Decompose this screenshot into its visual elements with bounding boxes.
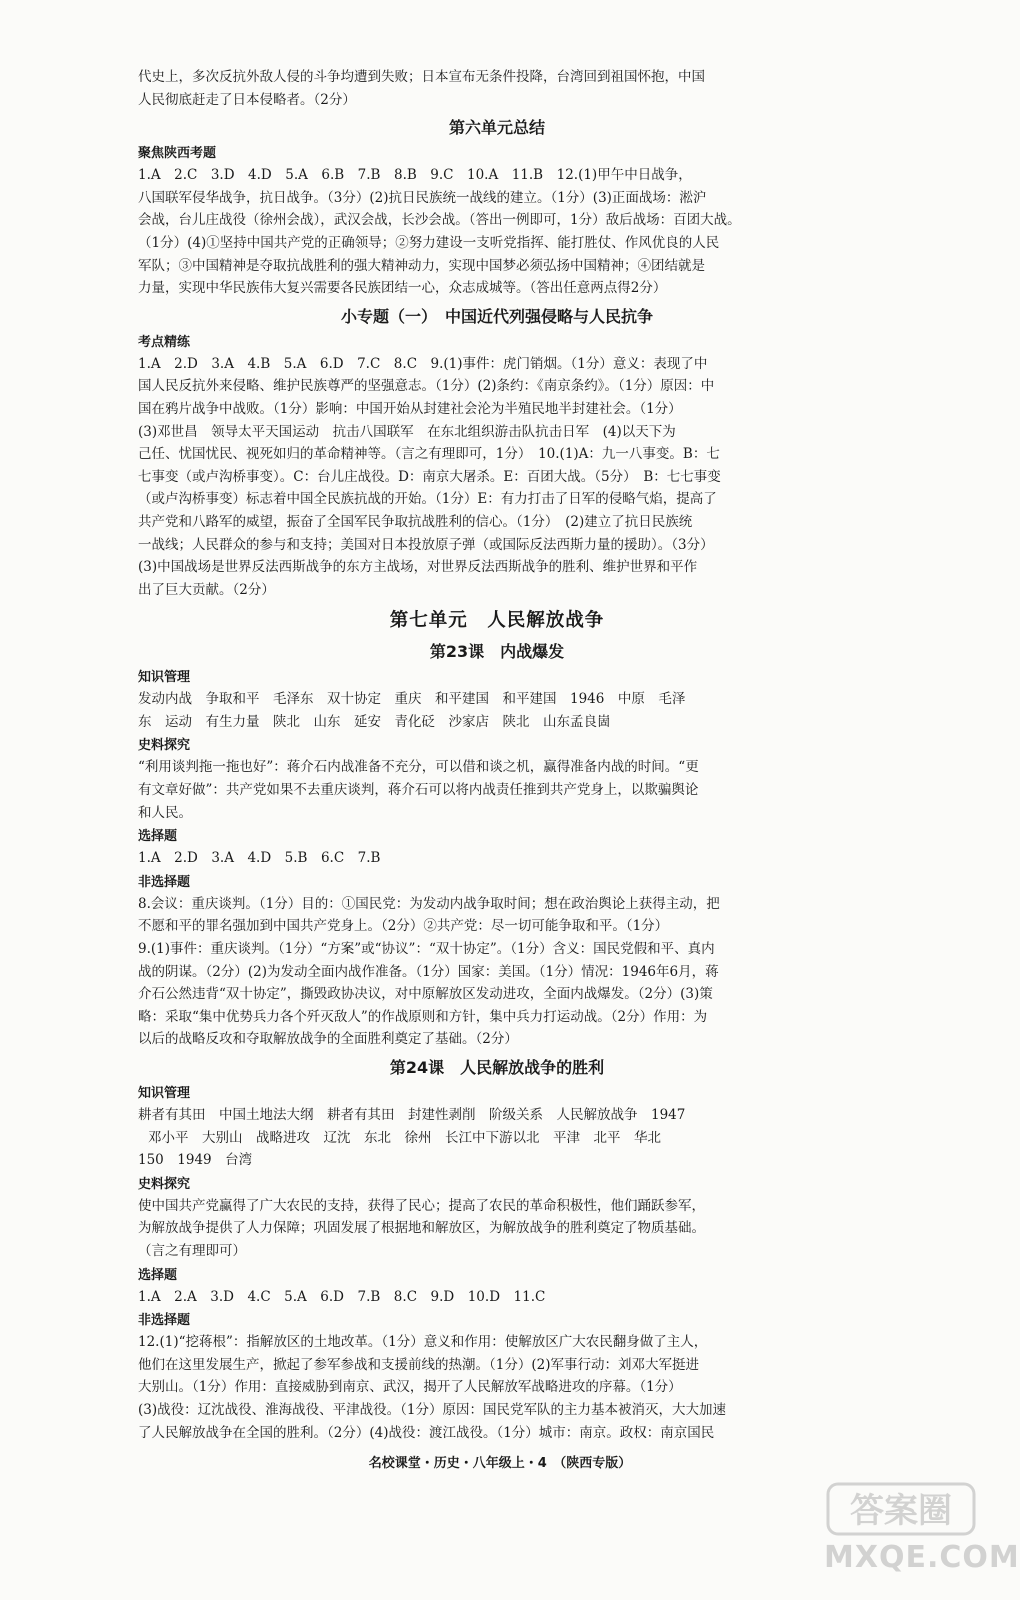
unit6-line: 八国联军侵华战争，抗日战争。（3分）(2)抗日民族统一战线的建立。（1分）(3)正面战场：淞沪 [138, 189, 707, 206]
unit6-line: （1分）(4)①坚持中国共产党的正确领导；②努力建设一支听党指挥、能打胜仗、作风优良的人民 [138, 234, 720, 251]
lesson23-history-line: 和人民。 [138, 804, 192, 821]
lesson23-nonchoice-line: 9.(1)事件：重庆谈判。（1分）“方案”或“协议”：“双十协定”。（1分）含义：国民党假和平、真内 [138, 941, 715, 958]
lesson23-choice-label: 选择题 [138, 829, 178, 845]
unit6-label: 聚焦陕西考题 [138, 146, 217, 162]
lesson23-nonchoice-label: 非选择题 [138, 874, 191, 890]
lesson24-history-line: 使中国共产党赢得了广大农民的支持，获得了民心；提高了农民的革命积极性，他们踊跃参军， [138, 1197, 705, 1214]
special1-line: 一战线；人民群众的参与和支持；美国对日本投放原子弹（或国际反法西斯力量的援助）。（3分） [138, 536, 714, 553]
lesson24-choice-label: 选择题 [138, 1267, 178, 1283]
lesson23-title: 第23课 内战爆发 [429, 642, 565, 662]
special1-title: 小专题（一） 中国近代列强侵略与人民抗争 [340, 306, 653, 326]
special1-line: 国在鸦片战争中战败。（1分）影响：中国开始从封建社会沦为半殖民地半封建社会。（1分） [138, 400, 682, 417]
lesson24-history-line: （言之有理即可） [138, 1242, 246, 1259]
lesson23-section [138, 639, 856, 1051]
lesson23-history-line: “利用谈判拖一拖也好”：蒋介石内战准备不充分，可以借和谈之机，赢得准备内战的时间。“更 [138, 759, 699, 776]
special1-line: 出了巨大贡献。（2分） [138, 581, 275, 598]
lesson24-nonchoice-line: 大别山。（1分）作用：直接威胁到南京、武汉，揭开了人民解放军战略进攻的序幕。（1分） [138, 1379, 682, 1396]
lesson23-knowledge-line: 东 运动 有生力量 陕北 山东 延安 青化砭 沙家店 陕北 山东孟良崮 [138, 713, 611, 730]
lesson24-history-line: 为解放战争提供了人力保障；巩固发展了根据地和解放区，为解放战争的胜利奠定了物质基础。 [138, 1220, 705, 1237]
special1-section [138, 304, 856, 602]
special1-line: 己任、忧国忧民、视死如归的革命精神等。（言之有理即可，1分） 10.(1)A：九一八事变。B：七 [138, 446, 720, 463]
special1-line: (3)中国战场是世界反法西斯战争的东方主战场，对世界反法西斯战争的胜利、维护世界和平作 [138, 559, 698, 576]
lesson23-nonchoice-line: 不愿和平的罪名强加到中国共产党身上。（2分）②共产党：尽一切可能争取和平。（1分） [138, 918, 669, 935]
unit6-line: 军队；③中国精神是夺取抗战胜利的强大精神动力，实现中国梦必须弘扬中国精神；④团结就是 [138, 257, 705, 274]
unit6-section [138, 115, 856, 300]
unit7-title: 第七单元 人民解放战争 [389, 610, 605, 632]
lesson23-nonchoice-line: 战的阴谋。（2分）(2)为发动全面内战作准备。（1分）国家：美国。（1分）情况：1946年6月，蒋 [138, 963, 719, 980]
lesson23-knowledge-label: 知识管理 [138, 670, 191, 686]
special1-line: (3)邓世昌 领导太平天国运动 抗击八国联军 在东北组织游击队抗击日军 (4)以天下为 [138, 423, 676, 440]
lesson23-history-line: 有文章好做”：共产党如果不去重庆谈判，蒋介石可以将内战责任推到共产党身上，以欺骗舆论 [138, 782, 699, 799]
lesson24-nonchoice-label: 非选择题 [138, 1313, 191, 1329]
answer-page [138, 66, 856, 1444]
special1-label: 考点精练 [138, 334, 191, 350]
lesson24-knowledge-label: 知识管理 [138, 1086, 191, 1101]
page-footer: 名校课堂・历史・八年级上・4 （陕西专版） [368, 1456, 632, 1471]
lesson24-title: 第24课 人民解放战争的胜利 [389, 1058, 605, 1077]
lesson24-section [138, 1055, 856, 1444]
watermark-logo-text: 答案圈 [850, 1491, 952, 1531]
lesson23-nonchoice-line: 略：采取“集中优势兵力各个歼灭敌人”的作战原则和方针，集中兵力打运动战。（2分）作用：为 [138, 1008, 708, 1025]
watermark [806, 1478, 1020, 1588]
lesson23-nonchoice-line: 介石公然违背“双十协定”，撕毁政协决议，对中原解放区发动进攻，全面内战爆发。（2分）(3)策 [138, 986, 713, 1003]
intro-line: 人民彻底赶走了日本侵略者。（2分） [138, 91, 356, 108]
unit6-line: 会战，台儿庄战役（徐州会战），武汉会战，长沙会战。（答出一例即可，1分）敌后战场：百团大战。 [138, 212, 741, 229]
lesson23-knowledge-line: 发动内战 争取和平 毛泽东 双十协定 重庆 和平建国 和平建国 1946 中原 毛泽 [138, 691, 686, 708]
lesson24-nonchoice-line: (3)战役：辽沈战役、淮海战役、平津战役。（1分）原因：国民党军队的主力基本被消灭，大大加速 [138, 1401, 726, 1418]
lesson23-nonchoice-line: 8.会议：重庆谈判。（1分）目的：①国民党：为发动内战争取时间；想在政治舆论上获得主动，把 [138, 895, 720, 912]
lesson24-knowledge-line: 耕者有其田 中国土地法大纲 耕者有其田 封建性剥削 阶级关系 人民解放战争 1947 [138, 1107, 686, 1123]
lesson24-nonchoice-line: 12.(1)“挖蒋根”：指解放区的土地改革。（1分）意义和作用：使解放区广大农民翻身做了主人， [138, 1334, 708, 1351]
watermark-text: MXQE.COM [824, 1540, 1020, 1575]
special1-line: 共产党和八路军的威望，振奋了全国军民争取抗战胜利的信心。（1分） (2)建立了抗日民族统 [138, 513, 693, 530]
special1-line: 国人民反抗外来侵略、维护民族尊严的坚强意志。（1分）(2)条约：《南京条约》。（1分）原因：中 [138, 378, 715, 395]
intro-line: 代史上，多次反抗外敌人侵的斗争均遭到失败；日本宣布无条件投降，台湾回到祖国怀抱，中国 [138, 69, 705, 85]
special1-line: 七事变（或卢沟桥事变）。C：台儿庄战役。D：南京大屠杀。E：百团大战。（5分） B：七七事变 [138, 468, 721, 485]
lesson23-history-label: 史料探究 [138, 738, 191, 754]
lesson24-knowledge-line: 邓小平 大别山 战略进攻 辽沈 东北 徐州 长江中下游以北 平津 北平 华北 [148, 1129, 661, 1146]
lesson24-nonchoice-line: 了人民解放战争在全国的胜利。（2分）(4)战役：渡江战役。（1分）城市：南京。政权：南京国民 [138, 1424, 715, 1441]
intro-block [138, 66, 856, 111]
lesson23-choice-answers: 1.A 2.D 3.A 4.D 5.B 6.C 7.B [138, 850, 381, 867]
unit6-line: 1.A 2.C 3.D 4.D 5.A 6.B 7.B 8.B 9.C 10.A 11.B 12.(1)甲午中日战争， [138, 167, 692, 184]
lesson24-knowledge-line: 150 1949 台湾 [138, 1152, 253, 1169]
lesson24-nonchoice-line: 他们在这里发展生产，掀起了参军参战和支援前线的热潮。（1分）(2)军事行动：刘邓大军挺进 [138, 1356, 699, 1373]
lesson24-history-label: 史料探究 [138, 1176, 191, 1192]
lesson24-choice-answers: 1.A 2.A 3.D 4.C 5.A 6.D 7.B 8.C 9.D 10.D 11.C [138, 1288, 546, 1305]
special1-line: 1.A 2.D 3.A 4.B 5.A 6.D 7.C 8.C 9.(1)事件：虎门销烟。（1分）意义：表现了中 [138, 355, 708, 372]
special1-line: （或卢沟桥事变）标志着中国全民族抗战的开始。（1分）E：有力打击了日军的侵略气焰，提高了 [138, 491, 717, 508]
watermark-logo-icon [826, 1480, 976, 1538]
unit6-title: 第六单元总结 [448, 118, 545, 138]
unit6-line: 力量，实现中华民族伟大复兴需要各民族团结一心，众志成城等。（答出任意两点得2分） [138, 280, 667, 297]
lesson23-nonchoice-line: 以后的战略反攻和夺取解放战争的全面胜利奠定了基础。（2分） [138, 1031, 518, 1048]
